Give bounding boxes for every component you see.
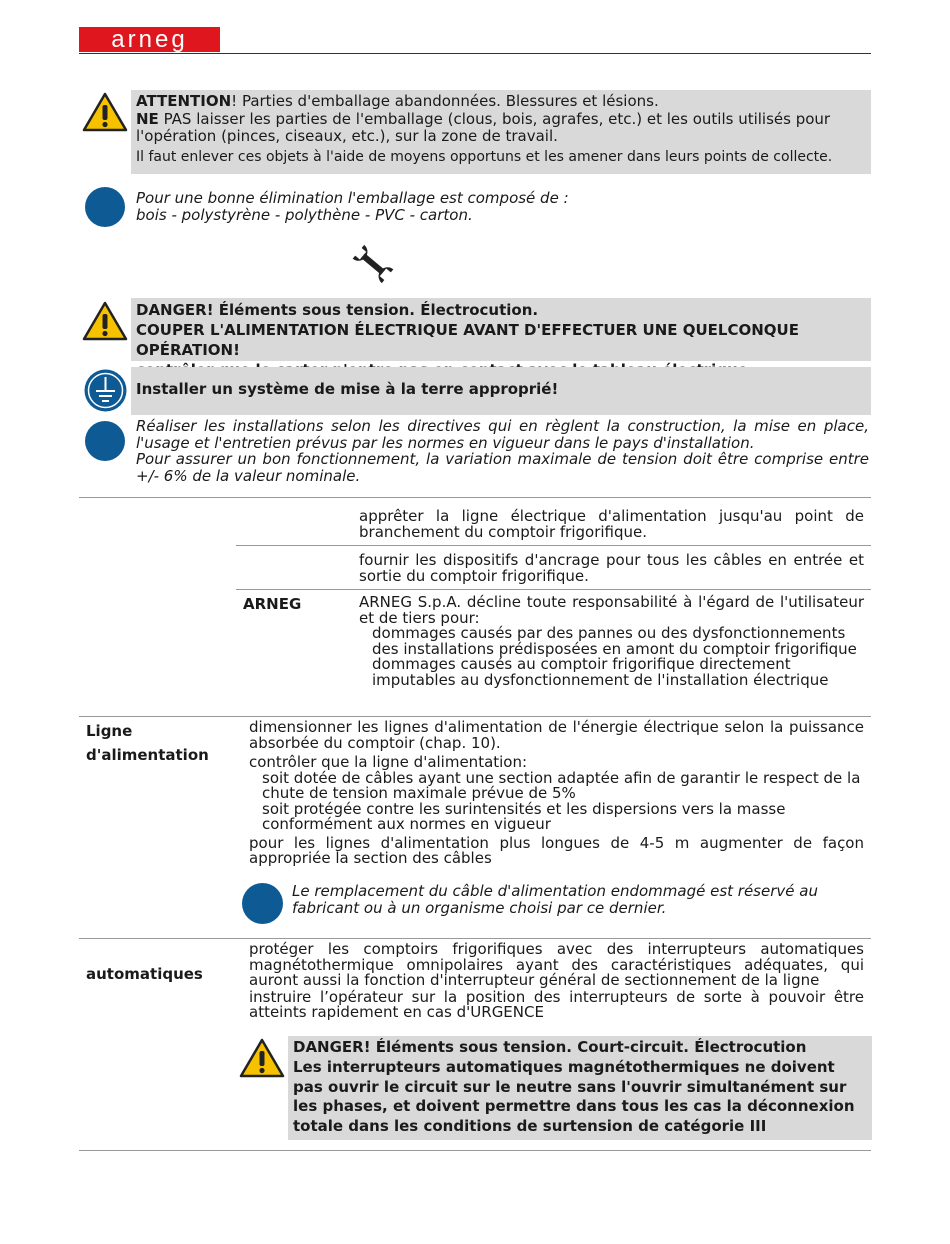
resp-row3-item2: dommages causés au comptoir frigorifique directement imputables au dysfonctionnement de l'installation électrique xyxy=(372,655,829,689)
earth-ground-icon xyxy=(84,369,127,412)
ligne-p2-item1: soit dotée de câbles ayant une section adaptée afin de garantir le respect de la chute de tension maximale prévue de 5% xyxy=(262,768,861,802)
danger-warning-icon xyxy=(239,1038,285,1078)
ligne-p2: contrôler que la ligne d'alimentation: xyxy=(249,753,528,771)
auto-content xyxy=(249,942,864,1021)
danger-block xyxy=(131,298,871,361)
earth-text: Installer un système de mise à la terre approprié! xyxy=(136,380,559,398)
danger-line1: DANGER! Éléments sous tension. Électrocution. xyxy=(136,301,539,319)
resp-row3-item1: dommages causés par des pannes ou des dysfonctionnements des installations prédisposées en amont du comptoir frigorifique xyxy=(372,624,857,658)
wrench-icon xyxy=(350,243,396,285)
auto-label: automatiques xyxy=(86,965,203,983)
auto-danger-line1: DANGER! Éléments sous tension. Court-circuit. Électrocution xyxy=(293,1038,807,1056)
attention-line2: PAS laisser les parties de l'emballage (clous, bois, agrafes, etc.) et les outils utilisés pour l'opération (pinces, ciseaux, etc.), sur la zone de travail. xyxy=(136,110,831,145)
section-rule xyxy=(79,716,871,717)
header-rule xyxy=(79,53,871,54)
attention-ne: NE xyxy=(136,110,159,128)
ligne-content xyxy=(249,720,864,867)
attention-line1: ! Parties d'emballage abandonnées. Blessures et lésions. xyxy=(231,92,659,110)
resp-row3-label: ARNEG xyxy=(243,595,302,613)
section-rule xyxy=(79,938,871,939)
packaging-line1: Pour une bonne élimination l'emballage est composé de : xyxy=(136,189,569,207)
resp-row3 xyxy=(359,595,864,688)
earth-block xyxy=(131,367,871,415)
section-rule xyxy=(79,497,871,498)
info-icon xyxy=(85,187,125,227)
section-rule xyxy=(79,1150,871,1151)
installation-text2: Pour assurer un bon fonctionnement, la variation maximale de tension doit être comprise entre +/- 6% de la valeur nominale. xyxy=(136,450,869,485)
ligne-label-line2: d'alimentation xyxy=(86,746,209,764)
ligne-p2-item2: soit protégée contre les surintensités et les dispersions vers la masse conformément aux normes en vigueur xyxy=(262,799,786,833)
auto-p1: protéger les comptoirs frigorifiques avec des interrupteurs automatiques magnétothermique omnipolaires ayant des caractéristiques adéquates, qui auront aussi la fonction d'interrupteur général de sectionnement de la ligne xyxy=(249,940,864,989)
resp-row3-intro: ARNEG S.p.A. décline toute responsabilité à l'égard de l'utilisateur et de tiers pour: xyxy=(359,593,864,627)
danger-warning-icon xyxy=(82,301,128,341)
auto-danger-block xyxy=(288,1036,872,1140)
danger-line2: COUPER L'ALIMENTATION ÉLECTRIQUE AVANT D'EFFECTUER UNE QUELCONQUE OPÉRATION! xyxy=(136,321,799,359)
warning-icon xyxy=(82,92,128,132)
row-rule xyxy=(236,589,871,590)
ligne-p3: pour les lignes d'alimentation plus longues de 4-5 m augmenter de façon appropriée la section des câbles xyxy=(249,833,864,867)
resp-row1: apprêter la ligne électrique d'alimentation jusqu'au point de branchement du comptoir frigorifique. xyxy=(359,507,864,541)
ligne-label xyxy=(86,719,209,767)
ligne-note: Le remplacement du câble d'alimentation endommagé est réservé au fabricant ou à un organisme choisi par ce dernier. xyxy=(292,882,818,917)
attention-block xyxy=(131,90,871,174)
attention-line3: Il faut enlever ces objets à l'aide de moyens opportuns et les amener dans leurs points de collecte. xyxy=(136,149,833,165)
auto-p2: instruire l’opérateur sur la position des interrupteurs de sorte à pouvoir être atteints rapidement en cas d'URGENCE xyxy=(249,987,864,1021)
ligne-label-line1: Ligne xyxy=(86,722,133,740)
packaging-line2: bois - polystyrène - polythène - PVC - carton. xyxy=(136,206,473,224)
info-icon xyxy=(242,883,283,924)
packaging-info xyxy=(136,190,856,224)
info-icon xyxy=(85,421,125,461)
arneg-logo: arneg xyxy=(79,27,220,52)
installation-text1: Réaliser les installations selon les directives qui en règlent la construction, la mise en place, l'usage et l'entretien prévus par les normes en vigueur dans le pays d'installation. xyxy=(136,417,869,452)
attention-title: ATTENTION xyxy=(136,92,232,110)
resp-row2: fournir les dispositifs d'ancrage pour tous les câbles en entrée et sortie du comptoir frigorifique. xyxy=(359,551,864,585)
ligne-p1: dimensionner les lignes d'alimentation de l'énergie électrique selon la puissance absorbée du comptoir (chap. 10). xyxy=(249,718,864,752)
row-rule xyxy=(236,545,871,546)
installation-info xyxy=(136,418,869,484)
auto-danger-line2: Les interrupteurs automatiques magnétothermiques ne doivent pas ouvrir le circuit sur le neutre sans l'ouvrir simultanément sur les phases, et doivent permettre dans tous les cas la déconnexion totale dans les conditions de surtension de catégorie III xyxy=(293,1057,855,1136)
